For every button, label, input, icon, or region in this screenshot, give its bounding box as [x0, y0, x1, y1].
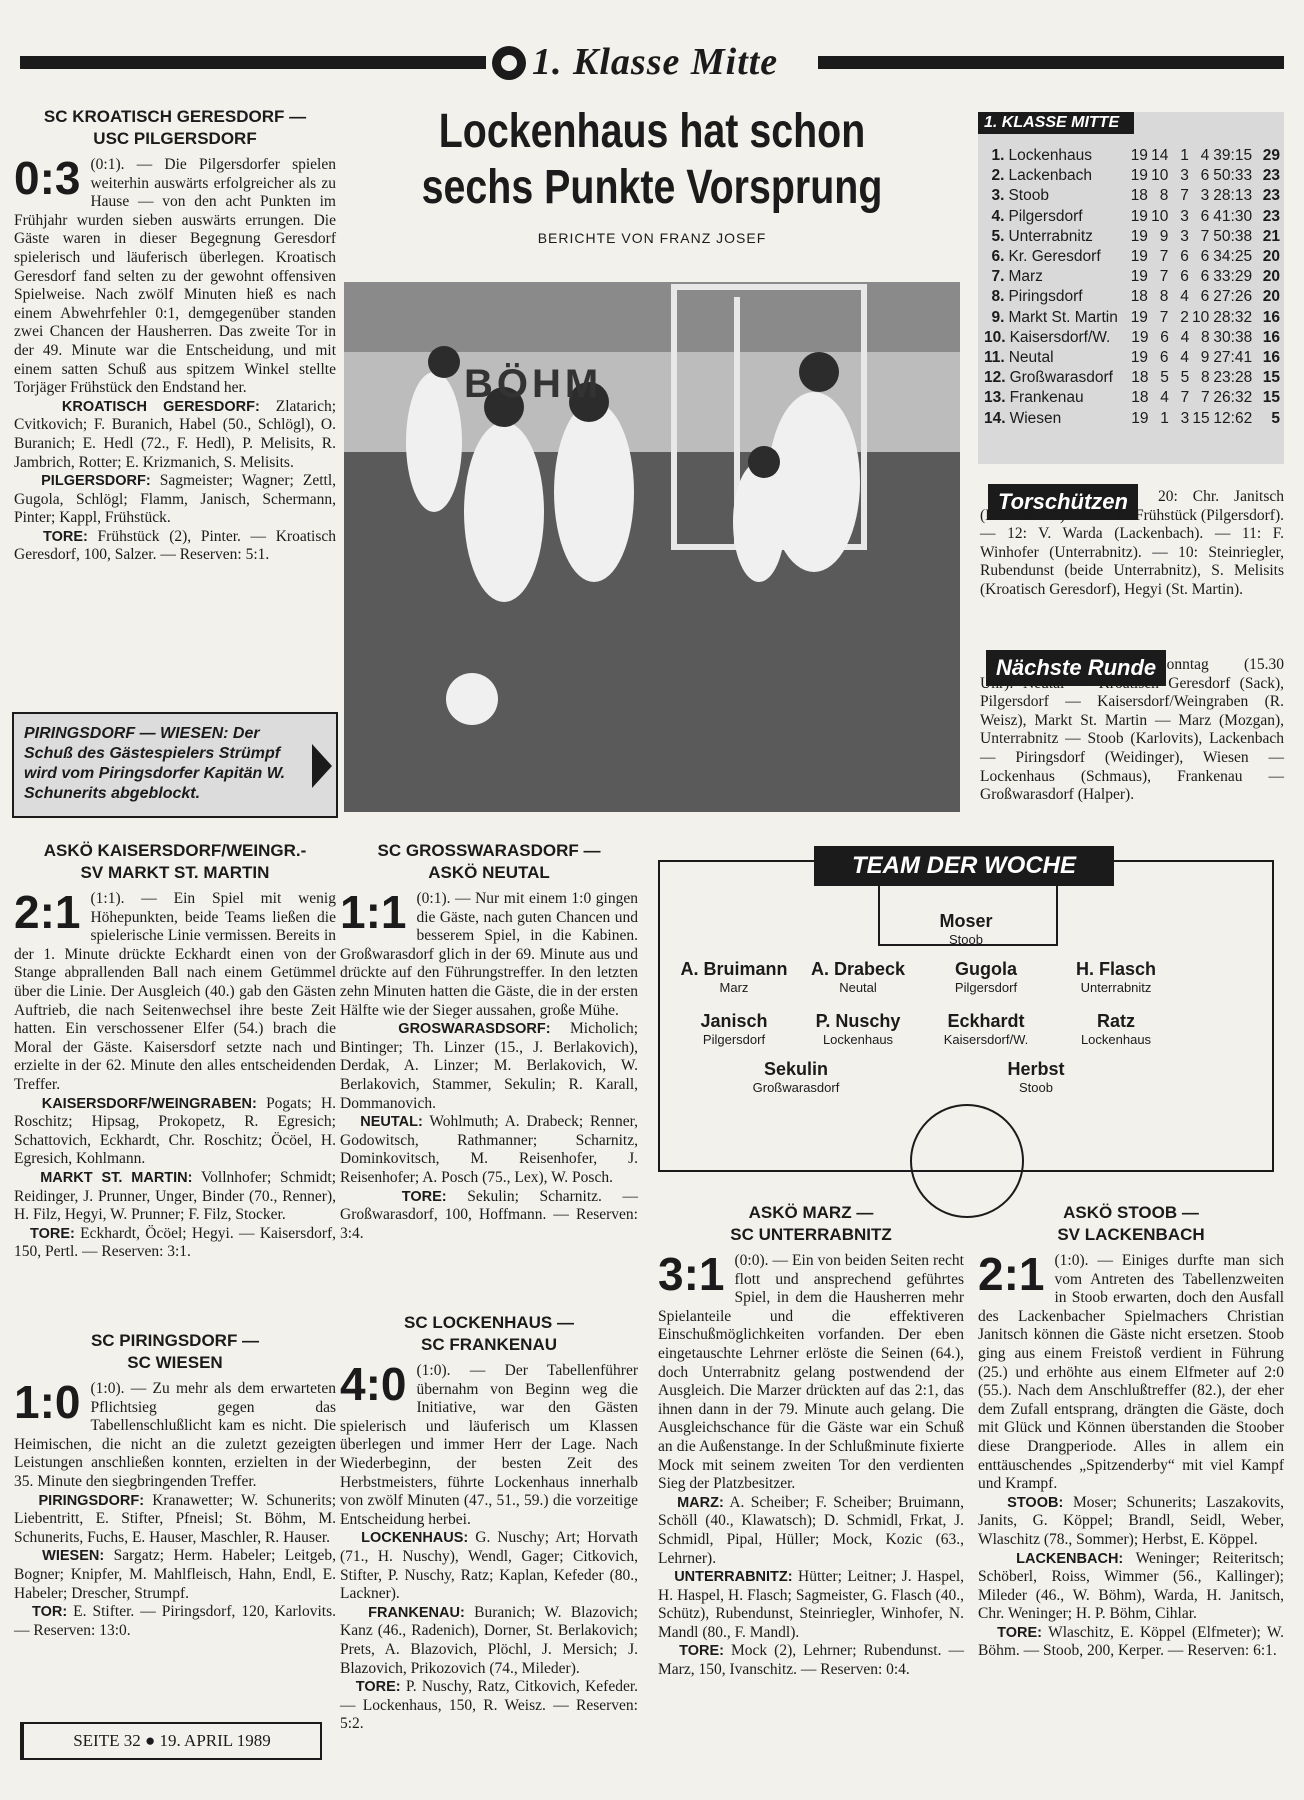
player-name: Herbst	[1007, 1059, 1065, 1079]
report-text: (0:1). — Nur mit einem 1:0 gingen die Gäste, nach guten Chancen und besserem Spiel, in die Kabinen. Großwarasdorf glich in der 69. Minute aus und drückte auf den Führungstreffer. In den letzten zehn Minuten hatten die Gäste, die in der ersten Hälfte wie der Sieger aussahen, große Mühe.	[340, 890, 638, 1019]
heading-line: ASKÖ MARZ —	[748, 1203, 874, 1222]
match-report-grosswarasdorf-neutal	[340, 840, 638, 1243]
table-cell-rank: 13.	[984, 389, 1006, 407]
table-cell-team: Kaisersdorf/W.	[1009, 328, 1111, 346]
table-row	[984, 207, 1280, 227]
team-label: GROSWARASDSORF:	[398, 1021, 551, 1038]
player-club: Lockenhaus	[1080, 1032, 1152, 1047]
table-cell-wins: 9	[1159, 227, 1169, 245]
table-cell-points: 20	[1262, 288, 1280, 306]
table-cell-games: 18	[1130, 288, 1148, 306]
arrow-right-icon	[312, 744, 332, 788]
table-cell-draws: 7	[1180, 389, 1190, 407]
table-cell-losses: 7	[1200, 227, 1210, 245]
table-cell-points: 16	[1262, 349, 1280, 367]
player-club: Großwarasdorf	[752, 1080, 840, 1095]
report-text: (0:1). — Die Pilgersdorfer spielen weiterhin auswärts erfolgreicher als zu Hause — von den acht Punkten im Frühjahr wurden sieben auswärts errungen. Die Gäste waren in dieser Begegnung Geresdorf spielerisch und läuferisch überlegen. Kroatisch Geresdorf fand selten zu der gewohnt offensiven Spielweise. Nach zwölf Minuten hieß es nach einem Abwehrfehler 0:1, demgegenüber standen zwei Chancen der Hausherren. Das zweite Tor in der 49. Minute war die Entscheidung, und mit einem satten Schuß aus spitzem Winkel stellte Torjäger Frühstück den Endstand her.	[14, 156, 336, 397]
table-cell-team: Wiesen	[1009, 409, 1062, 427]
player-name: Eckhardt	[947, 1011, 1025, 1031]
table-cell-games: 19	[1130, 207, 1148, 225]
heading-line: SC PIRINGSDORF —	[90, 1331, 260, 1350]
lineup	[340, 1020, 638, 1113]
league-table	[978, 112, 1284, 464]
player-club: Pilgersdorf	[702, 1032, 766, 1047]
lineup-text: Kranawetter; W. Schunerits; Liebentritt, E. Stifter, Pfneisl; St. Böhm, M. Schunerits, Fuchs, E. Hauser, Maschler, R. Hauser.	[14, 1491, 336, 1546]
player-club: Kaisersdorf/W.	[943, 1032, 1029, 1047]
table-cell-points: 5	[1271, 409, 1280, 427]
table-cell-points: 23	[1262, 187, 1280, 205]
team-player	[1036, 958, 1196, 996]
heading-line: SC WIESEN	[127, 1353, 223, 1372]
headline-line: Lockenhaus hat schon	[438, 105, 866, 158]
table-cell-losses: 6	[1200, 167, 1210, 185]
goals-text: Mock (2), Lehrner; Rubendunst. — Marz, 150, Ivanschitz. — Reserven: 0:4.	[658, 1642, 964, 1679]
table-cell-team: Lackenbach	[1008, 167, 1093, 185]
table-cell-games: 18	[1130, 187, 1148, 205]
match-heading	[14, 1330, 336, 1374]
lineup-text: Micholich; Bintinger; Th. Linzer (15., J. Berlakovich), Derdak, A. Linzer; M. Berlakovich, W. Berlakovich, Stammer, Sekulin; R. Karall, Dommanovich.	[340, 1020, 639, 1112]
match-heading	[14, 106, 336, 150]
photo-caption: PIRINGSDORF — WIESEN: Der Schuß des Gästespielers Strümpf wird vom Piringsdorfer Kapitän W. Schunerits abgeblockt.	[24, 725, 286, 802]
goals-label: TORE:	[401, 1188, 447, 1205]
player-name: Gugola	[955, 959, 1017, 979]
table-row	[984, 166, 1280, 186]
table-cell-points: 23	[1262, 207, 1280, 225]
headline-block	[344, 104, 960, 246]
score: 4:0	[340, 1358, 407, 1410]
table-cell-games: 18	[1131, 369, 1149, 387]
report-text: (1:1). — Ein Spiel mit wenig Höhepunkten, beide Teams ließen die spielerische Linie vermissen. Bereits in der 1. Minute drückte Eckhardt einen von der Stange abprallenden Ball nach einem Getümmel über die Linie. Der Ausgleich (40.) gab den Gästen Auftrieb, die nach Seitenwechsel ihre beste Zeit hatten. Ein verschossener Elfer (54.) brach die Moral der Gäste. Kaisersdorf setzte nach und erzielte in der 62. Minute den alles entscheidenden Treffer.	[14, 890, 336, 1093]
table-cell-rank: 11.	[984, 349, 1005, 367]
table-cell-wins: 10	[1151, 167, 1169, 185]
table-cell-team: Neutal	[1008, 349, 1054, 367]
table-cell-losses: 10	[1192, 308, 1210, 326]
table-cell-goals: 33:29	[1213, 268, 1253, 286]
match-heading	[658, 1202, 964, 1246]
lineup-text: Sagmeister; Wagner; Zettl, Gugola, Schlögl; Flamm, Janisch, Schermann, Pinter; Kappl, Frühstück.	[14, 472, 336, 527]
lineup	[340, 1604, 638, 1678]
match-report-marz-unterrabnitz	[658, 1202, 964, 1680]
lineup	[14, 1492, 336, 1548]
table-header: 1. KLASSE MITTE	[978, 112, 1134, 134]
heading-line: ASKÖ NEUTAL	[428, 863, 550, 882]
table-cell-wins: 6	[1160, 328, 1169, 346]
heading-line: SC GROSSWARASDORF —	[377, 841, 601, 860]
lineup	[14, 398, 336, 472]
player-name: A. Bruimann	[680, 959, 788, 979]
table-cell-games: 19	[1131, 328, 1149, 346]
match-report-piringsdorf-wiesen	[14, 1330, 336, 1640]
table-cell-wins: 1	[1160, 409, 1169, 427]
score: 3:1	[658, 1248, 725, 1300]
player-club: Pilgersdorf	[954, 980, 1018, 995]
score: 2:1	[978, 1248, 1045, 1300]
goals	[340, 1188, 638, 1244]
match-report-stoob-lackenbach	[978, 1202, 1284, 1661]
score: 2:1	[14, 886, 81, 938]
table-cell-draws: 4	[1180, 328, 1190, 346]
photo-ad-banner: BÖHM	[464, 362, 603, 406]
table-cell-points: 29	[1262, 147, 1280, 164]
table-cell-losses: 4	[1200, 147, 1210, 164]
table-cell-losses: 8	[1200, 369, 1210, 387]
table-cell-draws: 5	[1180, 369, 1190, 387]
match-body	[14, 886, 336, 1095]
table-cell-wins: 6	[1159, 349, 1169, 367]
table-cell-team: Markt St. Martin	[1008, 308, 1118, 326]
lineup	[340, 1113, 638, 1187]
table-cell-rank: 8.	[991, 288, 1005, 306]
match-report-lockenhaus-frankenau	[340, 1312, 638, 1734]
heading-line: SC FRANKENAU	[421, 1335, 557, 1354]
table-cell-rank: 3.	[991, 187, 1005, 205]
table-cell-goals: 27:26	[1213, 288, 1253, 306]
table-cell-wins: 7	[1159, 308, 1169, 326]
goals-text: Sekulin; Scharnitz. — Großwarasdorf, 100, Hoffmann. — Reserven: 3:4.	[340, 1187, 638, 1242]
table-cell-goals: 26:32	[1213, 389, 1253, 407]
banner-rule-right	[818, 56, 1284, 69]
table-cell-losses: 6	[1200, 268, 1210, 286]
table-row	[984, 388, 1280, 408]
table-cell-rank: 1.	[991, 147, 1005, 164]
table-cell-goals: 27:41	[1213, 349, 1253, 367]
table-cell-losses: 3	[1200, 187, 1210, 205]
match-photo	[344, 282, 960, 812]
banner-rule-left	[20, 56, 486, 69]
lineup-text: Weninger; Reiteritsch; Schöberl, Roiss, Wimmer (56., Kallinger); Mileder (46., W. Böhm), Warda, H. Janitsch, Chr. Weninger; H. P. Böhm, Cihlar.	[978, 1549, 1284, 1623]
goals	[658, 1642, 964, 1679]
player-name: Sekulin	[763, 1059, 829, 1079]
team-label: FRANKENAU:	[368, 1604, 465, 1621]
lineup	[14, 1095, 336, 1169]
goals	[14, 528, 336, 565]
table-cell-draws: 1	[1180, 147, 1189, 164]
table-cell-goals: 28:32	[1213, 308, 1253, 326]
headline-title	[399, 104, 904, 216]
lineup-text: Vollnhofer; Schmidt; Reidinger, J. Prunner, Unger, Binder (70., Renner), H. Filz, Hegyi, W. Prunner; F. Filz, Stocker.	[14, 1168, 336, 1224]
table-cell-draws: 4	[1180, 288, 1189, 306]
match-body	[14, 152, 336, 398]
scorers-text: 20: Chr. Janitsch (Lackenbach). — 17: H. Frühstück (Pilgersdorf). — 12: V. Warda (Lackenbach). — 11: F. Winhofer (Unterrabnitz). — 10: Steinriegler, Rubendunst (beide Unterrabnitz), S. Melisits (Kroatisch Geresdorf), Hegyi (St. Martin).	[980, 488, 1284, 598]
table-cell-points: 15	[1262, 369, 1280, 387]
table-row	[984, 247, 1280, 267]
table-cell-goals: 12:62	[1213, 409, 1253, 427]
table-cell-games: 18	[1131, 389, 1149, 407]
table-cell-points: 21	[1262, 227, 1280, 245]
player-club: Neutal	[839, 980, 877, 995]
team-label: PILGERSDORF:	[41, 473, 151, 490]
team-player	[1036, 1010, 1196, 1048]
goals	[14, 1603, 336, 1640]
heading-line: SV MARKT ST. MARTIN	[80, 863, 270, 882]
soccer-ball-icon	[492, 46, 526, 80]
match-heading	[340, 840, 638, 884]
table-cell-goals: 41:30	[1213, 207, 1253, 225]
goals-label: TORE:	[997, 1624, 1042, 1641]
lineup-text: A. Scheiber; F. Scheiber; Bruimann, Schöll (40., Klawatsch); D. Schmidl, Frkat, J. Schmidl, Pipal, Hüller; Mock, Kozic (63., Lehrner).	[658, 1493, 964, 1567]
table-cell-team: Pilgersdorf	[1008, 207, 1083, 225]
report-text: (1:0). — Zu mehr als dem erwarteten Pflichtsieg gegen das Tabellenschlußlicht kam es nicht. Die Heimischen, die nicht an die zuletzt gezeigten Leistungen anschließen konnten, erzielten in der 35. Minute den siegbringenden Treffer.	[14, 1380, 336, 1490]
table-cell-rank: 9.	[991, 308, 1005, 326]
table-cell-team: Frankenau	[1009, 389, 1084, 407]
lineup-text: Pogats; H. Roschitz; Hipsag, Prokopetz, R. Egresich; Schattovich, Eckhardt, Chr. Roschitz; Öcöel, H. Egresich, Kohlmann.	[14, 1094, 337, 1168]
table-cell-losses: 6	[1200, 207, 1210, 225]
table-cell-draws: 3	[1180, 167, 1189, 185]
photo-illustration	[344, 282, 960, 812]
team-player	[956, 1058, 1116, 1096]
scorers-label: Torschützen	[988, 484, 1138, 520]
lineup	[14, 472, 336, 528]
table-cell-wins: 8	[1159, 288, 1169, 306]
table-cell-rank: 14.	[984, 409, 1006, 427]
report-text: (1:0). — Der Tabellenführer übernahm von Beginn weg die Initiative, war den Gästen spielerisch und läuferisch um Klassen überlegen und immer Herr der Lage. Nach Wiederbeginn, der besten Zeit des Herbstmeisters, führte Lockenhaus innerhalb von zwölf Minuten (47., 51., 59.) die vorzeitige Entscheidung herbei.	[340, 1362, 638, 1528]
table-cell-games: 19	[1130, 227, 1148, 245]
goals-label: TORE:	[29, 1225, 75, 1242]
table-cell-rank: 5.	[991, 227, 1005, 245]
table-cell-losses: 15	[1192, 409, 1210, 427]
table-cell-rank: 4.	[991, 207, 1005, 225]
table-cell-team: Lockenhaus	[1008, 147, 1093, 164]
penalty-arc	[910, 1104, 1024, 1218]
lineup	[978, 1550, 1284, 1624]
table-cell-games: 19	[1130, 167, 1148, 185]
table-cell-points: 20	[1262, 268, 1280, 286]
table-row	[984, 287, 1280, 307]
table-cell-losses: 9	[1200, 349, 1210, 367]
team-label: LACKENBACH:	[1016, 1550, 1124, 1567]
heading-line: SV LACKENBACH	[1057, 1225, 1205, 1244]
team-label: PIRINGSDORF:	[38, 1492, 145, 1509]
team-label: KROATISCH GERESDORF:	[61, 398, 260, 415]
match-body	[340, 886, 638, 1020]
lineup	[658, 1568, 964, 1642]
goals-label: TOR:	[31, 1604, 68, 1621]
table-cell-wins: 5	[1160, 369, 1169, 387]
table-cell-goals: 30:38	[1213, 328, 1253, 346]
table-cell-rank: 7.	[991, 268, 1005, 286]
lineup-text: G. Nuschy; Art; Horvath (71., H. Nuschy), Wendl, Gager; Citkovich, Stifter, P. Nuschy, Ratz; Kaplan, Kefeder (80., Lackner).	[340, 1529, 638, 1603]
match-report-geresdorf-pilgersdorf	[14, 106, 336, 565]
team-label: LOCKENHAUS:	[361, 1530, 469, 1547]
match-report-kaisersdorf-stmartin	[14, 840, 336, 1262]
report-text: (1:0). — Einiges durfte man sich vom Antreten des Tabellenzweiten in Stoob erwarten, doch den Ausfall des Lackenbacher Spielmachers Christian Janitsch können die Gäste nicht ersetzen. Stoob ging aus einem Freistoß verdient in Führung (25.) und erhöhte aus einem Elfmeter auf 2:0 (55.). Nach dem Anschlußtreffer (82.), der eher dem Zufall entsprang, drängten die Gäste, doch mit Glück und Können überstanden die Stoober diese Drangperiode. Alles in allem ein enttäuschendes „Spitzenderby“ mit viel Kampf und Krampf.	[978, 1252, 1284, 1493]
table-cell-goals: 39:15	[1213, 147, 1253, 164]
table-row	[984, 227, 1280, 247]
player-name: H. Flasch	[1075, 959, 1157, 979]
player-name: A. Drabeck	[810, 959, 906, 979]
table-row	[984, 308, 1280, 328]
goals	[340, 1678, 638, 1734]
table-cell-goals: 50:33	[1213, 167, 1253, 185]
team-player	[886, 910, 1046, 948]
match-body	[978, 1248, 1284, 1494]
table-row	[984, 186, 1280, 206]
lineup-text: Zlatarich; Cvitkovich; F. Buranich, Habel (50., Schlögl), O. Buranich; E. Hedl (72., F. Hedl), P. Melisits, R. Jambrich, Rotter; E. Krizmanich, S. Melisits.	[14, 397, 337, 471]
score: 1:1	[340, 886, 407, 938]
heading-line: USC PILGERSDORF	[93, 129, 257, 148]
table-cell-losses: 7	[1200, 389, 1210, 407]
next-round-text: Sonntag (15.30 Uhr): Neutal — Kroatisch Geresdorf (Sack), Pilgersdorf — Kaisersdorf/Weingraben (R. Weisz), Markt St. Martin — Marz (Mozgan), Unterrabnitz — Stoob (Karlovits), Lackenbach — Piringsdorf (Weidinger), Wiesen — Lockenhaus (Schmaus), Frankenau — Großwarasdorf (Halper).	[980, 656, 1284, 804]
table-cell-losses: 6	[1200, 248, 1210, 266]
table-cell-points: 16	[1262, 328, 1280, 346]
table-cell-goals: 23:28	[1213, 369, 1253, 387]
table-cell-points: 16	[1262, 308, 1280, 326]
player-name: Ratz	[1096, 1011, 1135, 1031]
lineup	[14, 1547, 336, 1603]
table-cell-draws: 2	[1180, 308, 1189, 326]
goals-text: Wlaschitz, E. Köppel (Elfmeter); W. Böhm. — Stoob, 200, Kerper. — Reserven: 6:1.	[978, 1623, 1284, 1660]
table-cell-draws: 3	[1180, 227, 1189, 245]
team-of-the-week	[658, 852, 1274, 1172]
table-row	[984, 409, 1280, 429]
table-cell-team: Stoob	[1008, 187, 1049, 205]
team-label: WIESEN:	[42, 1548, 105, 1565]
table-cell-games: 19	[1130, 248, 1148, 266]
lineup	[978, 1494, 1284, 1550]
score: 1:0	[14, 1376, 81, 1428]
player-club: Marz	[719, 980, 749, 995]
table-cell-draws: 3	[1180, 207, 1189, 225]
table-cell-team: Marz	[1008, 268, 1043, 286]
next-round-label: Nächste Runde	[986, 650, 1166, 686]
table-cell-goals: 34:25	[1213, 248, 1253, 266]
table-cell-games: 19	[1130, 308, 1148, 326]
team-player	[716, 1058, 876, 1096]
table-cell-wins: 7	[1159, 248, 1169, 266]
headline-line: sechs Punkte Vorsprung	[421, 161, 883, 214]
page-footer: SEITE 32 ● 19. APRIL 1989	[20, 1722, 322, 1760]
table-row	[984, 267, 1280, 287]
table-cell-team: Unterrabnitz	[1008, 227, 1093, 245]
table-cell-goals: 50:38	[1213, 227, 1253, 245]
heading-line: SC KROATISCH GERESDORF —	[43, 107, 307, 126]
table-cell-draws: 7	[1180, 187, 1189, 205]
goals-text: Frühstück (2), Pinter. — Kroatisch Geresdorf, 100, Salzer. — Reserven: 5:1.	[14, 527, 336, 564]
table-cell-losses: 6	[1200, 288, 1210, 306]
goals-label: TORE:	[43, 528, 88, 545]
goals-label: TORE:	[355, 1679, 401, 1696]
table-cell-rank: 10.	[984, 328, 1006, 346]
match-body	[340, 1358, 638, 1529]
heading-line: ASKÖ KAISERSDORF/WEINGR.-	[43, 841, 307, 860]
goals	[978, 1624, 1284, 1661]
match-body	[14, 1376, 336, 1492]
player-club: Unterrabnitz	[1080, 980, 1152, 995]
table-cell-points: 15	[1262, 389, 1280, 407]
table-cell-wins: 7	[1159, 268, 1169, 286]
player-club: Stoob	[1019, 1080, 1053, 1095]
score: 0:3	[14, 152, 81, 204]
table-row	[984, 146, 1280, 166]
heading-line: SC LOCKENHAUS —	[403, 1313, 574, 1332]
table-cell-draws: 6	[1180, 248, 1189, 266]
table-cell-wins: 4	[1160, 389, 1169, 407]
photo-caption-box	[12, 712, 338, 818]
byline: BERICHTE VON FRANZ JOSEF	[537, 230, 767, 246]
table-cell-draws: 6	[1180, 268, 1189, 286]
team-of-week-header: TEAM DER WOCHE	[814, 846, 1114, 886]
team-label: KAISERSDORF/WEINGRABEN:	[41, 1095, 257, 1112]
lineup-text: Wohlmuth; A. Drabeck; Renner, Godowitsch, Rathmanner; Scharnitz, Dominkovitsch, M. Reisenhofer, J. Reisenhofer; A. Posch (75., Lex), W. Posch.	[340, 1113, 638, 1186]
table-cell-team: Piringsdorf	[1008, 288, 1083, 306]
match-heading	[978, 1202, 1284, 1246]
lineup-text: Hütter; Leitner; J. Haspel, H. Haspel, H. Flasch; Sagmeister, G. Flasch (40., Schütz), Rubendunst, Steinriegler, Winhofer, N. Mandl (80., F. Mandl).	[658, 1568, 964, 1641]
section-banner: 1. Klasse Mitte	[532, 41, 779, 83]
team-label: MARKT ST. MARTIN:	[40, 1169, 193, 1186]
player-club: Lockenhaus	[822, 1032, 894, 1047]
goals-text: P. Nuschy, Ratz, Citkovich, Kefeder. — Lockenhaus, 150, R. Weisz. — Reserven: 5:2.	[340, 1678, 639, 1733]
lineup-text: Moser; Schunerits; Laszakovits, Janits, G. Köppel; Brandl, Seidl, Weber, Wlaschitz (78., Sommer); Herbst, E. Köppel.	[978, 1493, 1284, 1548]
table-cell-rank: 12.	[984, 369, 1006, 387]
table-cell-points: 23	[1262, 167, 1280, 185]
goals	[14, 1225, 336, 1262]
table-row	[984, 368, 1280, 388]
report-text: (0:0). — Ein von beiden Seiten recht flott und ansprechend geführtes Spiel, in dem die Hausherren mehr Spielanteile und die effektiveren Einschußmöglichkeiten vorfanden. Der eben eingetauschte Lehrner erlöste die Seinen (64.), doch Unterrabnitz gelang postwendend der Ausgleich. Die Marzer drückten auf das 2:1, das ihnen dann in der 79. Minute auch gelang. Die Ausgleichschance für die Gäste war ein Schuß an die Außenstange. In der Schlußminute fixierte Mock mit seinem zweiten Tor den verdienten Sieg der Platzbesitzer.	[658, 1252, 964, 1493]
table-cell-games: 19	[1131, 409, 1149, 427]
lineup	[340, 1529, 638, 1603]
table-cell-points: 20	[1262, 248, 1280, 266]
player-club: Stoob	[949, 932, 983, 947]
table-cell-wins: 10	[1151, 207, 1169, 225]
heading-line: SC UNTERRABNITZ	[730, 1225, 892, 1244]
team-label: NEUTAL:	[360, 1114, 423, 1131]
table-cell-draws: 3	[1180, 409, 1190, 427]
table-cell-games: 19	[1130, 349, 1149, 367]
heading-line: ASKÖ STOOB —	[1063, 1203, 1199, 1222]
goals-text: Eckhardt, Öcöel; Hegyi. — Kaisersdorf, 150, Pertl. — Reserven: 3:1.	[14, 1224, 337, 1261]
team-label: UNTERRABNITZ:	[674, 1569, 793, 1586]
table-cell-draws: 4	[1180, 349, 1189, 367]
table-cell-goals: 28:13	[1213, 187, 1253, 205]
player-name: Moser	[939, 911, 993, 931]
lineup-text: Sargatz; Herm. Habeler; Leitgeb, Bogner; Knipfer, M. Mahlfleisch, Hahn, Endl, E. Habeler; Drescher, Strumpf.	[14, 1547, 337, 1602]
table-row	[984, 348, 1280, 368]
table-rows	[984, 146, 1280, 429]
table-cell-losses: 8	[1200, 328, 1210, 346]
table-cell-games: 19	[1130, 268, 1148, 286]
team-label: STOOB:	[1007, 1494, 1064, 1511]
lineup	[658, 1494, 964, 1568]
table-cell-team: Großwarasdorf	[1009, 369, 1113, 387]
player-name: P. Nuschy	[815, 1011, 901, 1031]
lineup-text: Buranich; W. Blazovich; Kanz (46., Radenich), Dorner, St. Berlakovich; Prets, A. Blazovich, Plöchl, J. Mersich; J. Blazovich, Prikozovich (74., Mileder).	[340, 1603, 638, 1677]
goals-label: TORE:	[679, 1643, 724, 1660]
table-cell-wins: 8	[1159, 187, 1169, 205]
match-heading	[340, 1312, 638, 1356]
goals-text: E. Stifter. — Piringsdorf, 120, Karlovits. — Reserven: 13:0.	[14, 1603, 337, 1639]
table-cell-team: Kr. Geresdorf	[1008, 248, 1101, 266]
match-heading	[14, 840, 336, 884]
table-cell-rank: 2.	[991, 167, 1005, 185]
table-cell-wins: 14	[1151, 147, 1169, 164]
match-body	[658, 1248, 964, 1494]
table-cell-games: 19	[1130, 147, 1148, 164]
lineup	[14, 1169, 336, 1225]
table-cell-rank: 6.	[991, 248, 1005, 266]
team-label: MARZ:	[677, 1494, 724, 1511]
table-row	[984, 328, 1280, 348]
player-name: Janisch	[700, 1011, 768, 1031]
